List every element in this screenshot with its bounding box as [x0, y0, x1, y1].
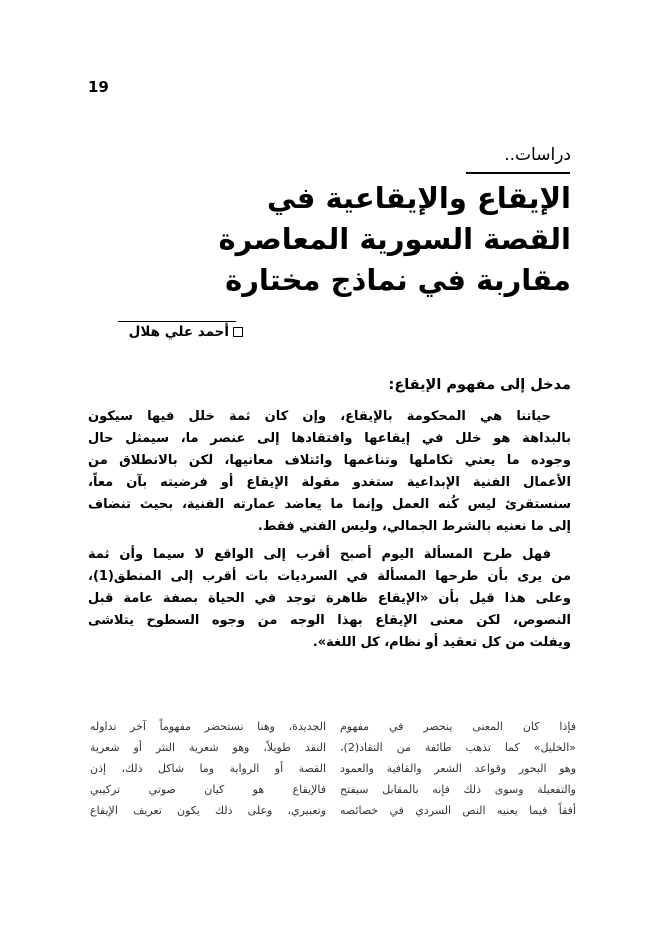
text-line: فالإيقاع هو كيان صوتي تركيبي — [90, 783, 326, 796]
intro-text — [88, 406, 571, 654]
text-line: ويفلت من كل تعقيد أو نظام، كل اللغة». — [312, 635, 571, 650]
section-divider — [466, 172, 570, 174]
text-line: الجديدة، وهنا نستحضر مفهوماً آخر تداوله — [90, 720, 326, 733]
text-line: سنستقرئ ليس كُنه العمل وإنما ما يعاضد عمارته الفنية، بحيث تنضاف — [88, 497, 571, 512]
text-line: وجوده ما يعني تكاملها وتناغمها وائتلاف معانيها، لكن بالانطلاق من — [88, 453, 571, 468]
author-byline — [118, 324, 243, 340]
paragraph — [88, 544, 571, 654]
paragraph — [88, 406, 571, 538]
text-line: والتفعيلة وسوى ذلك فإنه بالمقابل سيفتح — [340, 783, 576, 796]
text-line: فهل طرح المسألة اليوم أصبح أقرب إلى الواقع لا سيما وأن ثمة — [88, 547, 551, 562]
text-line: من يرى بأن طرحها المسألة في السرديات بات أقرب إلى المنطق(1)، — [88, 569, 571, 584]
text-line: أفقاً فيما يعنيه النص السردي في خصائصه — [340, 804, 576, 817]
text-line: بالبداهة هو خلل في إيقاعها وافتقادها إلى عنصر ما، سيمثل حال — [88, 431, 571, 446]
page-number: 19 — [88, 78, 109, 96]
text-line: إلى ما نعنيه بالشرط الجمالي، وليس الفني فقط. — [257, 519, 571, 534]
text-line: القصة أو الرواية وما شاكل ذلك، إذن — [90, 762, 326, 775]
title-line: القصة السورية المعاصرة — [218, 222, 571, 256]
section-subheading: مدخل إلى مفهوم الإيقاع: — [388, 377, 571, 393]
text-line: فإذا كان المعنى ينحصر في مفهوم — [340, 720, 576, 733]
article-title — [151, 178, 571, 301]
text-line: حياتنا هي المحكومة بالإيقاع، وإن كان ثمة خلل فيها سيكون — [88, 409, 551, 424]
square-bullet-icon — [233, 327, 243, 337]
title-line: الإيقاع والإيقاعية في — [267, 181, 571, 215]
text-line: النصوص، لكن معنى الإيقاع بهذا الوجه من وجوه السطوح يتلاشى — [88, 613, 571, 628]
title-line: مقاربة في نماذج مختارة — [225, 263, 571, 297]
text-line: وتعبيري، وعلى ذلك يكون تعريف الإيقاع — [90, 804, 326, 817]
text-line: وهو البحور وقواعد الشعر والقافية والعمود — [340, 762, 576, 775]
column-left — [90, 716, 326, 821]
author-divider — [118, 321, 236, 322]
text-line: «الخليل» كما تذهب طائفة من النقاد(2)، — [340, 741, 576, 754]
text-line: الأعمال الفنية الإبداعية ستغدو مقولة الإيقاع أو فرضيته بآن معاً، — [88, 475, 571, 490]
column-right — [340, 716, 576, 821]
text-line: النقد طويلاً، وهو شعرية النثر أو شعرية — [90, 741, 326, 754]
section-label: دراسات.. — [504, 145, 571, 165]
text-line: وعلى هذا قيل بأن «الإيقاع ظاهرة توجد في الحياة بصفة عامة قبل — [88, 591, 571, 606]
author-name: أحمد علي هلال — [128, 324, 229, 340]
